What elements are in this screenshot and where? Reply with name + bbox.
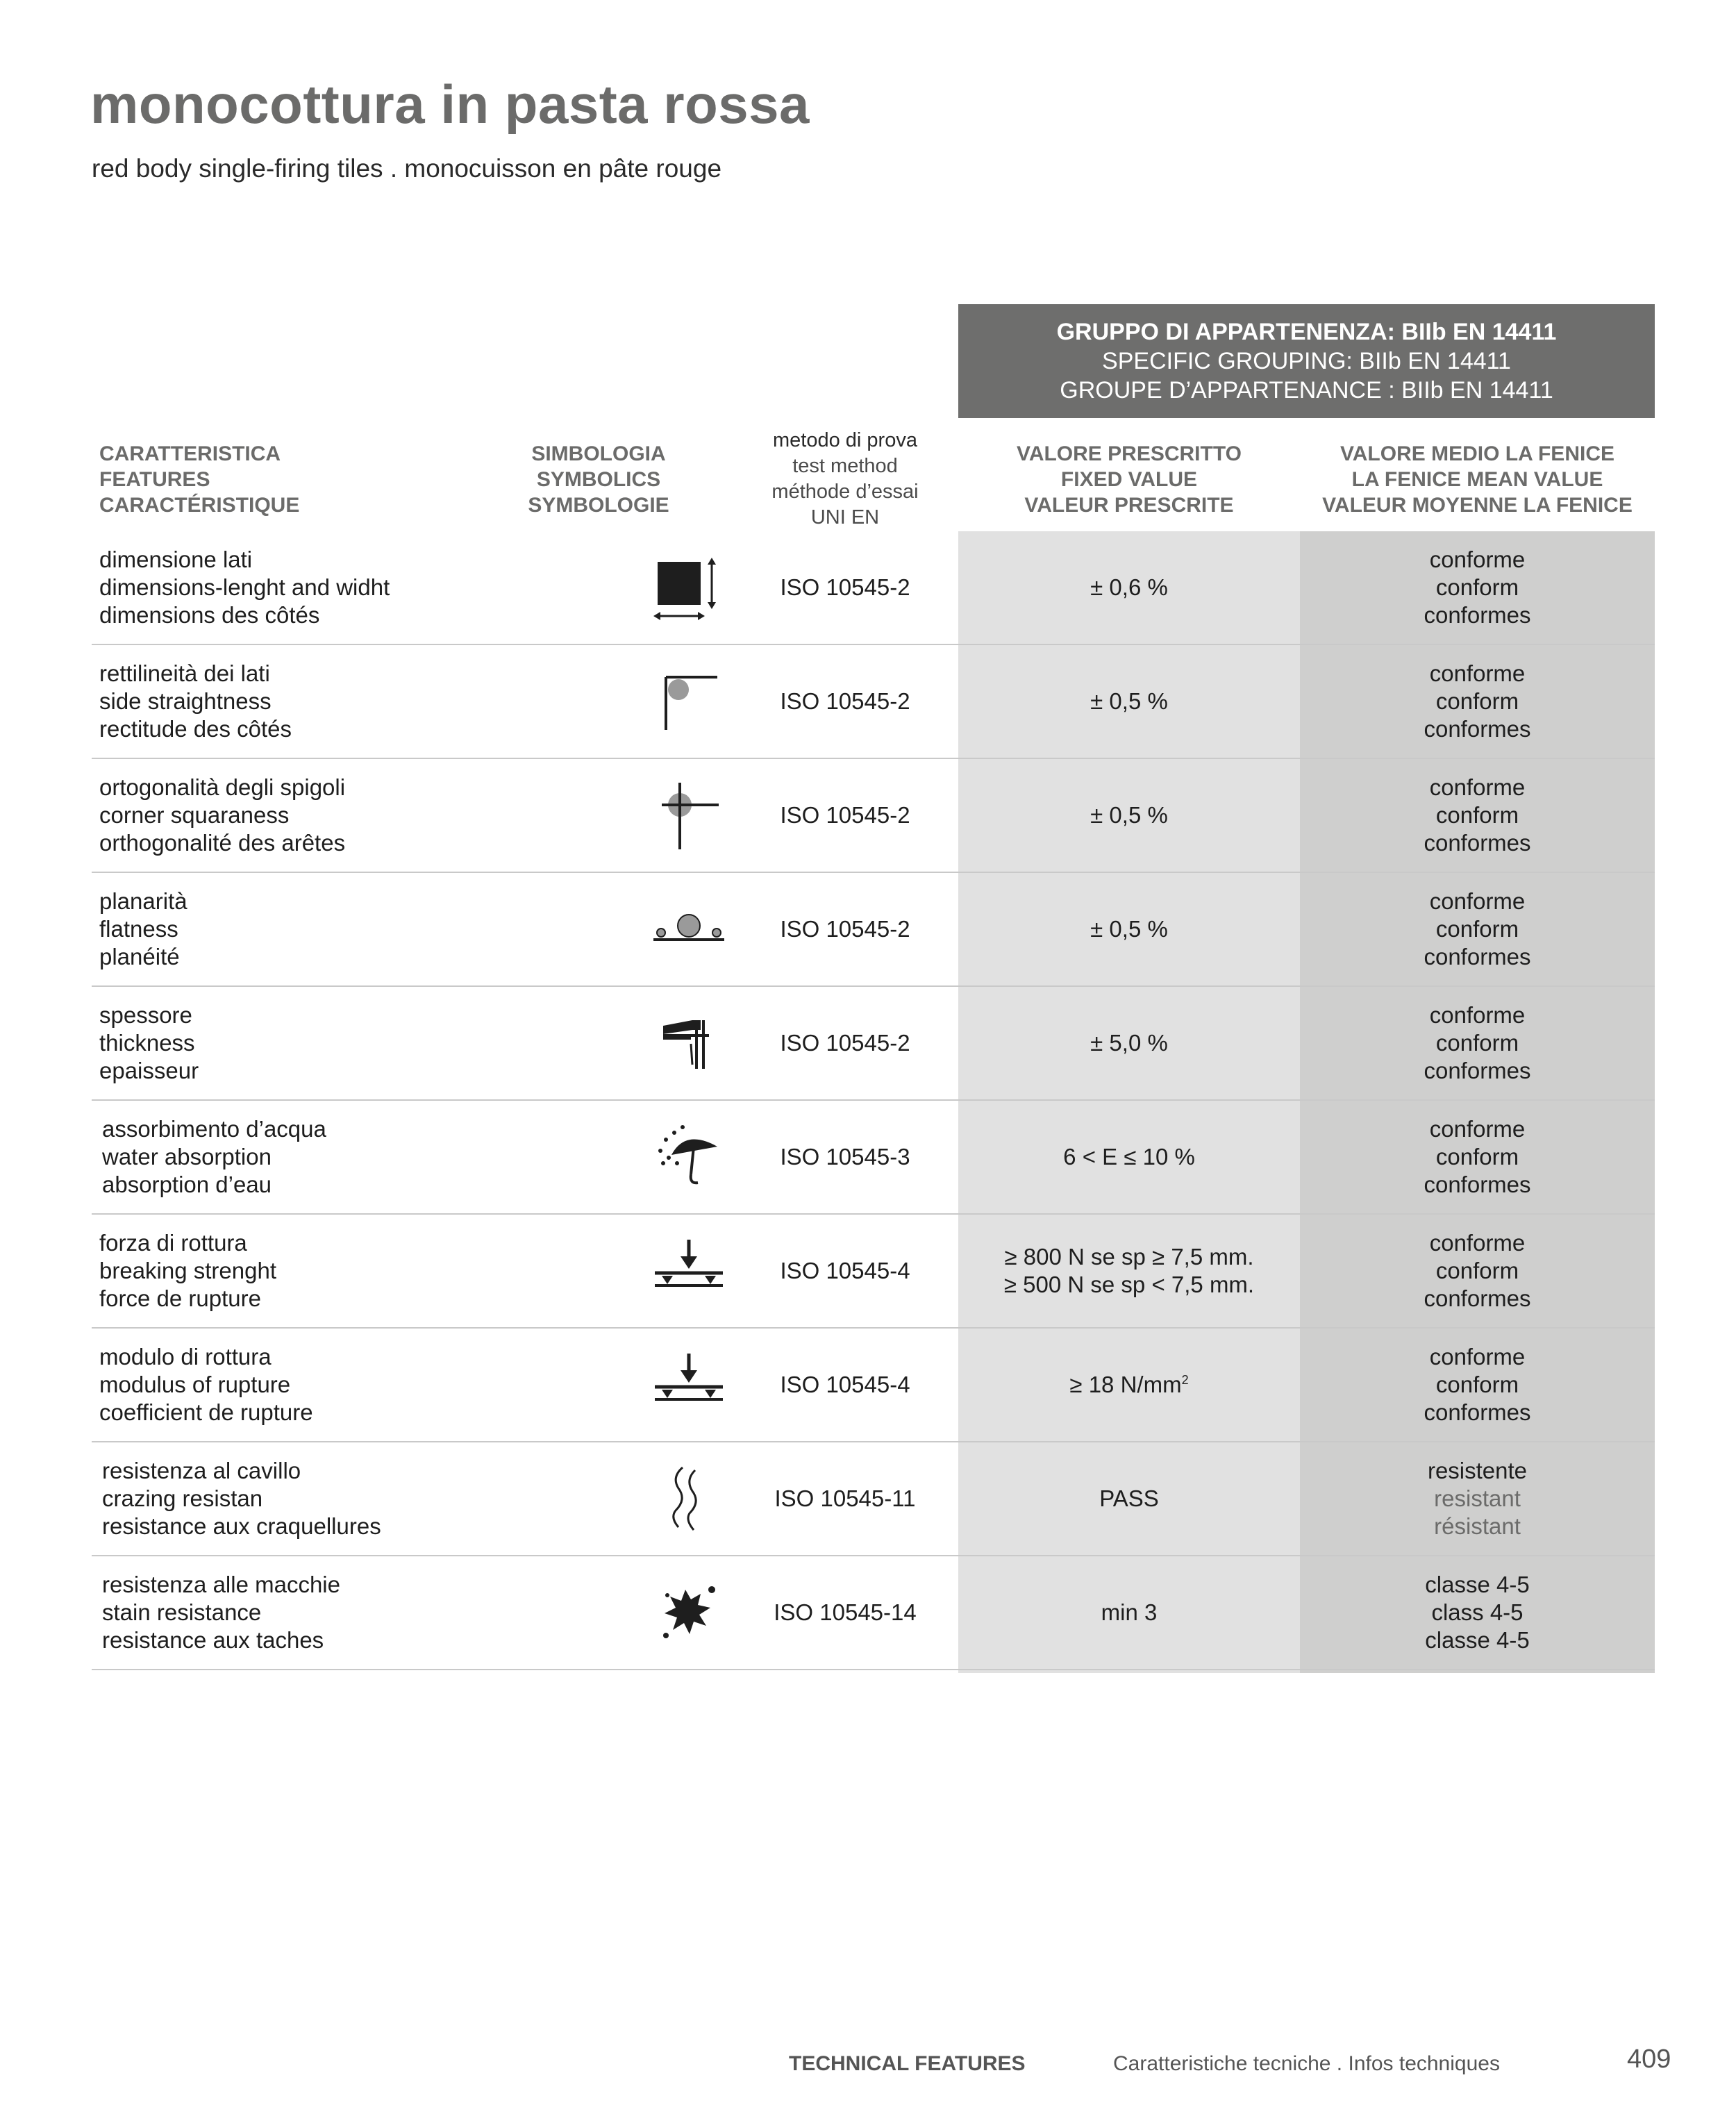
- table-row: [92, 1442, 1655, 1556]
- group-line-3: GROUPE D’APPARTENANCE : BIIb EN 14411: [1060, 377, 1553, 403]
- fixed-value-cell: ± 0,5 %: [1090, 802, 1168, 828]
- page-subtitle: red body single-firing tiles . monocuisson en pâte rouge: [92, 154, 722, 183]
- fixed-value-cell: ± 5,0 %: [1090, 1030, 1168, 1056]
- group-header: [958, 304, 1655, 418]
- fixed-value-cell: min 3: [1101, 1599, 1158, 1625]
- table-row: [92, 873, 1655, 987]
- header-symbol: SIMBOLOGIA SYMBOLICS SYMBOLOGIE: [528, 442, 669, 517]
- fixed-value-cell: 6 < E ≤ 10 %: [1063, 1144, 1195, 1170]
- method-cell: ISO 10545-2: [780, 1030, 910, 1056]
- header-fixed-value: VALORE PRESCRITTO FIXED VALUE VALEUR PRESCRITE: [1017, 442, 1242, 517]
- fixed-value-cell: ± 0,5 %: [1090, 688, 1168, 714]
- mean-value-cell: conforme conform conformes: [1424, 660, 1531, 742]
- footer-section-label: TECHNICAL FEATURES: [789, 2052, 1026, 2075]
- table-row: [92, 1215, 1655, 1329]
- page-title: monocottura in pasta rossa: [90, 74, 810, 135]
- fixed-value-cell: ± 0,6 %: [1090, 574, 1168, 600]
- table-row: [92, 531, 1655, 645]
- feature-cell: modulo di rottura modulus of rupture coefficient de rupture: [99, 1344, 313, 1425]
- feature-cell: assorbimento d’acqua water absorption absorption d’eau: [102, 1116, 326, 1197]
- method-cell: ISO 10545-11: [774, 1485, 916, 1511]
- method-cell: ISO 10545-14: [774, 1599, 917, 1625]
- method-cell: ISO 10545-2: [780, 916, 910, 942]
- method-cell: ISO 10545-2: [780, 802, 910, 828]
- group-line-2: SPECIFIC GROUPING: BIIb EN 14411: [1102, 348, 1511, 374]
- feature-cell: ortogonalità degli spigoli corner squaraness orthogonalité des arêtes: [99, 774, 346, 856]
- method-cell: ISO 10545-4: [780, 1372, 910, 1397]
- method-cell: ISO 10545-2: [780, 688, 910, 714]
- method-cell: ISO 10545-4: [780, 1258, 910, 1283]
- header-feature: CARATTERISTICA FEATURES CARACTÉRISTIQUE: [99, 442, 300, 517]
- table-row: [92, 1101, 1655, 1215]
- feature-cell: resistenza alle macchie stain resistance resistance aux taches: [102, 1572, 340, 1653]
- table-row: [92, 759, 1655, 873]
- table-row: [92, 645, 1655, 759]
- feature-cell: spessore thickness epaisseur: [99, 1002, 199, 1083]
- mean-value-cell: conforme conform conformes: [1424, 1230, 1531, 1311]
- feature-cell: planarità flatness planéité: [99, 888, 187, 969]
- feature-cell: rettilineità dei lati side straightness rectitude des côtés: [99, 660, 292, 742]
- fixed-value-cell: ≥ 18 $N/mm^2$: [1069, 1372, 1189, 1397]
- mean-value-cell: conforme conform conformes: [1424, 1344, 1531, 1425]
- mean-value-cell: conforme conform conformes: [1424, 888, 1531, 969]
- fixed-value-cell: ≥ 800 N se sp ≥ 7,5 mm. ≥ 500 N se sp < 7,5 mm.: [1003, 1244, 1255, 1297]
- mean-value-cell: resistente resistant résistant: [1427, 1458, 1528, 1539]
- method-cell: ISO 10545-3: [780, 1144, 910, 1170]
- header-method: metodo di prova test method méthode d’essai UNI EN: [771, 429, 919, 528]
- mean-value-cell: classe 4-5 class 4-5 classe 4-5: [1425, 1572, 1530, 1653]
- fixed-value-cell: PASS: [1099, 1485, 1159, 1511]
- group-line-1: GRUPPO DI APPARTENENZA: BIIb EN 14411: [1056, 319, 1557, 345]
- table-row: [92, 1329, 1655, 1442]
- table-row: [92, 1556, 1655, 1670]
- mean-value-cell: conforme conform conformes: [1424, 1116, 1531, 1197]
- feature-cell: resistenza al cavillo crazing resistan resistance aux craquellures: [102, 1458, 381, 1539]
- fixed-value-cell: ± 0,5 %: [1090, 916, 1168, 942]
- table-row: [92, 987, 1655, 1101]
- method-cell: ISO 10545-2: [780, 574, 910, 600]
- footer-subtitle: Caratteristiche tecniche . Infos techniques: [1113, 2052, 1500, 2075]
- mean-value-cell: conforme conform conformes: [1424, 774, 1531, 856]
- feature-cell: dimensione lati dimensions-lenght and widht dimensions des côtés: [99, 547, 390, 628]
- page-number: 409: [1627, 2045, 1671, 2074]
- mean-value-cell: conforme conform conformes: [1424, 1002, 1531, 1083]
- header-mean-value: VALORE MEDIO LA FENICE LA FENICE MEAN VALUE VALEUR MOYENNE LA FENICE: [1322, 442, 1633, 517]
- feature-cell: forza di rottura breaking strenght force de rupture: [99, 1230, 276, 1311]
- mean-value-cell: conforme conform conformes: [1424, 547, 1531, 628]
